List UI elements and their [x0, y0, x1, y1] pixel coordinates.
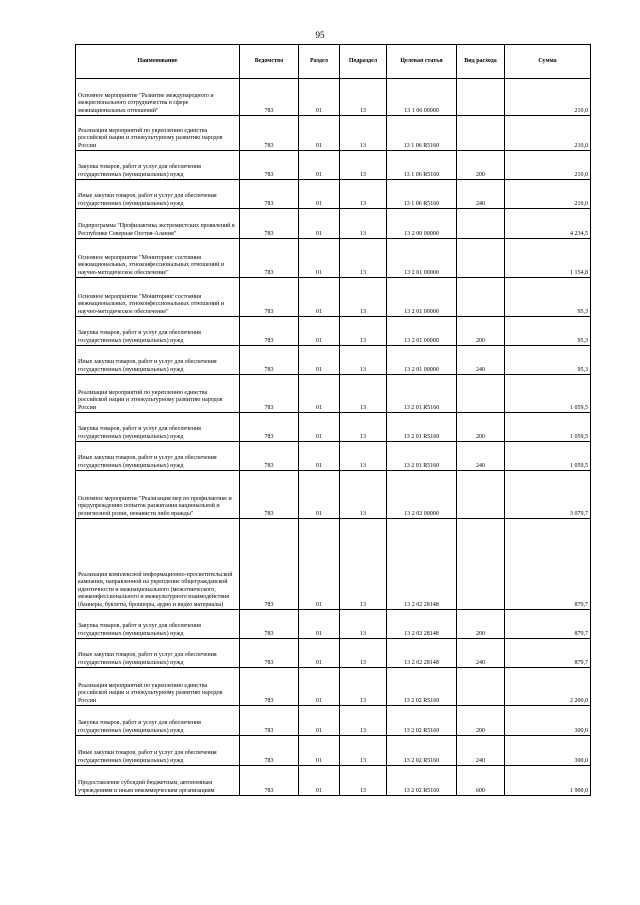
budget-table	[75, 44, 591, 796]
cell-expense-type: 240	[457, 736, 505, 766]
cell-razdel: 01	[299, 471, 340, 519]
cell-vedomstvo: 783	[240, 375, 299, 413]
cell-sum: 2 200,0	[505, 668, 591, 706]
cell-vedomstvo: 783	[240, 766, 299, 796]
cell-razdel: 01	[299, 736, 340, 766]
cell-expense-type: 200	[457, 413, 505, 442]
cell-target-article: 13 2 01 00000	[387, 239, 457, 278]
cell-podrazdel: 13	[340, 519, 387, 610]
cell-expense-type	[457, 79, 505, 116]
table-row	[76, 471, 591, 519]
cell-target-article: 13 2 01 00000	[387, 317, 457, 346]
cell-vedomstvo: 783	[240, 610, 299, 639]
table-row	[76, 639, 591, 668]
cell-name: Предоставление субсидий бюджетным, автономным учреждениям и иным некоммерческим организациям	[76, 766, 240, 796]
cell-sum: 3 079,7	[505, 471, 591, 519]
cell-target-article: 13 2 01 00000	[387, 346, 457, 375]
header-expense-type: Вид расхода	[457, 45, 505, 79]
cell-sum: 1 059,5	[505, 442, 591, 471]
table-row	[76, 766, 591, 796]
cell-sum: 879,7	[505, 610, 591, 639]
cell-target-article: 13 2 02 R5160	[387, 766, 457, 796]
cell-razdel: 01	[299, 346, 340, 375]
cell-name: Закупка товаров, работ и услуг для обеспечения государственных (муниципальных) нужд	[76, 706, 240, 736]
cell-razdel: 01	[299, 180, 340, 209]
cell-sum: 1 154,8	[505, 239, 591, 278]
cell-vedomstvo: 783	[240, 736, 299, 766]
header-name: Наименование	[76, 45, 240, 79]
cell-razdel: 01	[299, 151, 340, 180]
cell-razdel: 01	[299, 239, 340, 278]
table-row	[76, 668, 591, 706]
cell-target-article: 13 2 02 28148	[387, 610, 457, 639]
cell-name: Иные закупки товаров, работ и услуг для обеспечения государственных (муниципальных) нужд	[76, 442, 240, 471]
cell-name: Иные закупки товаров, работ и услуг для обеспечения государственных (муниципальных) нужд	[76, 736, 240, 766]
cell-expense-type	[457, 239, 505, 278]
cell-expense-type	[457, 519, 505, 610]
page-number: 95	[315, 30, 325, 40]
cell-expense-type: 600	[457, 766, 505, 796]
cell-name: Основное мероприятие "Реализация мер по профилактике и предупреждению попыток разжигания национальной и религиозной розни, ненависти либо вражды"	[76, 471, 240, 519]
cell-podrazdel: 13	[340, 736, 387, 766]
table-row	[76, 413, 591, 442]
cell-name: Основное мероприятие "Развитие международного и межрегионального сотрудничества в сфере межнациональных отношений"	[76, 79, 240, 116]
cell-sum: 300,0	[505, 706, 591, 736]
table-row	[76, 346, 591, 375]
cell-sum: 1 900,0	[505, 766, 591, 796]
cell-target-article: 13 2 02 R5160	[387, 736, 457, 766]
cell-name: Подпрограмма "Профилактика экстремистских проявлений в Республике Северная Осетия-Алания"	[76, 209, 240, 239]
cell-name: Реализация мероприятий по укреплению единства российской нации и этнокультурному развитию народов России	[76, 668, 240, 706]
cell-vedomstvo: 783	[240, 180, 299, 209]
header-podrazdel: Подраздел	[340, 45, 387, 79]
table-row	[76, 317, 591, 346]
cell-podrazdel: 13	[340, 278, 387, 317]
cell-vedomstvo: 783	[240, 209, 299, 239]
header-sum: Сумма	[505, 45, 591, 79]
cell-name: Основное мероприятие "Мониторинг состояния межнациональных, этноконфессиональных отношений и научно-методическое обеспечение"	[76, 278, 240, 317]
table-row	[76, 239, 591, 278]
cell-podrazdel: 13	[340, 375, 387, 413]
header-razdel: Раздел	[299, 45, 340, 79]
cell-vedomstvo: 783	[240, 706, 299, 736]
table-row	[76, 116, 591, 151]
cell-name: Закупка товаров, работ и услуг для обеспечения государственных (муниципальных) нужд	[76, 413, 240, 442]
cell-sum: 210,0	[505, 180, 591, 209]
table-row	[76, 79, 591, 116]
cell-vedomstvo: 783	[240, 278, 299, 317]
cell-podrazdel: 13	[340, 706, 387, 736]
cell-sum: 95,3	[505, 317, 591, 346]
cell-expense-type: 240	[457, 180, 505, 209]
cell-vedomstvo: 783	[240, 346, 299, 375]
cell-podrazdel: 13	[340, 239, 387, 278]
cell-target-article: 13 2 01 R5160	[387, 413, 457, 442]
cell-podrazdel: 13	[340, 766, 387, 796]
cell-expense-type: 200	[457, 317, 505, 346]
table-row	[76, 442, 591, 471]
cell-vedomstvo: 783	[240, 639, 299, 668]
cell-name: Иные закупки товаров, работ и услуг для обеспечения государственных (муниципальных) нужд	[76, 180, 240, 209]
cell-name: Реализация мероприятий по укреплению единства российской нации и этнокультурному развитию народов России	[76, 116, 240, 151]
cell-razdel: 01	[299, 278, 340, 317]
cell-razdel: 01	[299, 79, 340, 116]
cell-name: Реализация мероприятий по укреплению единства российской нации и этнокультурному развитию народов России	[76, 375, 240, 413]
cell-razdel: 01	[299, 519, 340, 610]
cell-expense-type: 200	[457, 610, 505, 639]
cell-vedomstvo: 783	[240, 317, 299, 346]
cell-podrazdel: 13	[340, 317, 387, 346]
cell-vedomstvo: 783	[240, 413, 299, 442]
cell-podrazdel: 13	[340, 610, 387, 639]
table-header-row	[76, 45, 591, 79]
cell-podrazdel: 13	[340, 79, 387, 116]
cell-razdel: 01	[299, 209, 340, 239]
cell-vedomstvo: 783	[240, 239, 299, 278]
cell-razdel: 01	[299, 413, 340, 442]
cell-razdel: 01	[299, 610, 340, 639]
cell-podrazdel: 13	[340, 442, 387, 471]
cell-name: Закупка товаров, работ и услуг для обеспечения государственных (муниципальных) нужд	[76, 317, 240, 346]
cell-sum: 879,7	[505, 519, 591, 610]
cell-target-article: 13 2 02 00000	[387, 471, 457, 519]
cell-podrazdel: 13	[340, 151, 387, 180]
cell-sum: 210,0	[505, 79, 591, 116]
cell-vedomstvo: 783	[240, 442, 299, 471]
cell-expense-type	[457, 209, 505, 239]
cell-expense-type	[457, 471, 505, 519]
cell-target-article: 13 1 06 00000	[387, 79, 457, 116]
cell-target-article: 13 2 00 00000	[387, 209, 457, 239]
cell-vedomstvo: 783	[240, 519, 299, 610]
cell-expense-type: 240	[457, 346, 505, 375]
table-row	[76, 706, 591, 736]
cell-target-article: 13 1 06 R5160	[387, 180, 457, 209]
cell-podrazdel: 13	[340, 116, 387, 151]
cell-name: Иные закупки товаров, работ и услуг для обеспечения государственных (муниципальных) нужд	[76, 639, 240, 668]
cell-razdel: 01	[299, 766, 340, 796]
table-row	[76, 736, 591, 766]
header-vedomstvo: Ведомство	[240, 45, 299, 79]
cell-sum: 1 059,5	[505, 375, 591, 413]
cell-sum: 210,0	[505, 151, 591, 180]
cell-target-article: 13 2 02 R5160	[387, 706, 457, 736]
cell-podrazdel: 13	[340, 639, 387, 668]
cell-expense-type: 240	[457, 639, 505, 668]
cell-sum: 300,0	[505, 736, 591, 766]
table-row	[76, 610, 591, 639]
cell-expense-type: 200	[457, 706, 505, 736]
cell-razdel: 01	[299, 639, 340, 668]
cell-podrazdel: 13	[340, 668, 387, 706]
cell-expense-type: 240	[457, 442, 505, 471]
cell-name: Закупка товаров, работ и услуг для обеспечения государственных (муниципальных) нужд	[76, 610, 240, 639]
cell-expense-type	[457, 375, 505, 413]
cell-podrazdel: 13	[340, 180, 387, 209]
cell-razdel: 01	[299, 668, 340, 706]
cell-sum: 95,3	[505, 278, 591, 317]
cell-name: Иные закупки товаров, работ и услуг для обеспечения государственных (муниципальных) нужд	[76, 346, 240, 375]
cell-podrazdel: 13	[340, 471, 387, 519]
cell-podrazdel: 13	[340, 413, 387, 442]
cell-name: Основное мероприятие "Мониторинг состояния межнациональных, этноконфессиональных отношений и научно-методическое обеспечение"	[76, 239, 240, 278]
cell-podrazdel: 13	[340, 346, 387, 375]
cell-expense-type	[457, 116, 505, 151]
cell-sum: 4 234,5	[505, 209, 591, 239]
cell-sum: 1 059,5	[505, 413, 591, 442]
cell-sum: 879,7	[505, 639, 591, 668]
cell-vedomstvo: 783	[240, 116, 299, 151]
cell-name: Закупка товаров, работ и услуг для обеспечения государственных (муниципальных) нужд	[76, 151, 240, 180]
cell-razdel: 01	[299, 375, 340, 413]
cell-target-article: 13 2 02 28148	[387, 519, 457, 610]
cell-podrazdel: 13	[340, 209, 387, 239]
table-row	[76, 375, 591, 413]
cell-razdel: 01	[299, 442, 340, 471]
cell-razdel: 01	[299, 317, 340, 346]
table-row	[76, 278, 591, 317]
header-target-article: Целевая статья	[387, 45, 457, 79]
table-row	[76, 209, 591, 239]
cell-vedomstvo: 783	[240, 151, 299, 180]
cell-vedomstvo: 783	[240, 668, 299, 706]
cell-target-article: 13 2 01 R5160	[387, 375, 457, 413]
cell-sum: 95,3	[505, 346, 591, 375]
table-row	[76, 519, 591, 610]
cell-sum: 210,0	[505, 116, 591, 151]
cell-vedomstvo: 783	[240, 79, 299, 116]
cell-expense-type: 200	[457, 151, 505, 180]
cell-razdel: 01	[299, 706, 340, 736]
cell-target-article: 13 2 01 R5160	[387, 442, 457, 471]
cell-target-article: 13 2 02 R5160	[387, 668, 457, 706]
table-row	[76, 151, 591, 180]
cell-expense-type	[457, 668, 505, 706]
cell-razdel: 01	[299, 116, 340, 151]
cell-vedomstvo: 783	[240, 471, 299, 519]
cell-target-article: 13 2 02 28148	[387, 639, 457, 668]
table-row	[76, 180, 591, 209]
cell-target-article: 13 1 06 R5160	[387, 116, 457, 151]
cell-target-article: 13 2 01 00000	[387, 278, 457, 317]
cell-target-article: 13 1 06 R5160	[387, 151, 457, 180]
cell-name: Реализация комплексной информационно-просветительской кампании, направленной на укрепление общегражданской идентичности и межнационального (межэтнического, межконфессионального и межкультурного взаимодействия (баннеры, буклеты, брошюры, аудио и видео материалы)	[76, 519, 240, 610]
cell-expense-type	[457, 278, 505, 317]
